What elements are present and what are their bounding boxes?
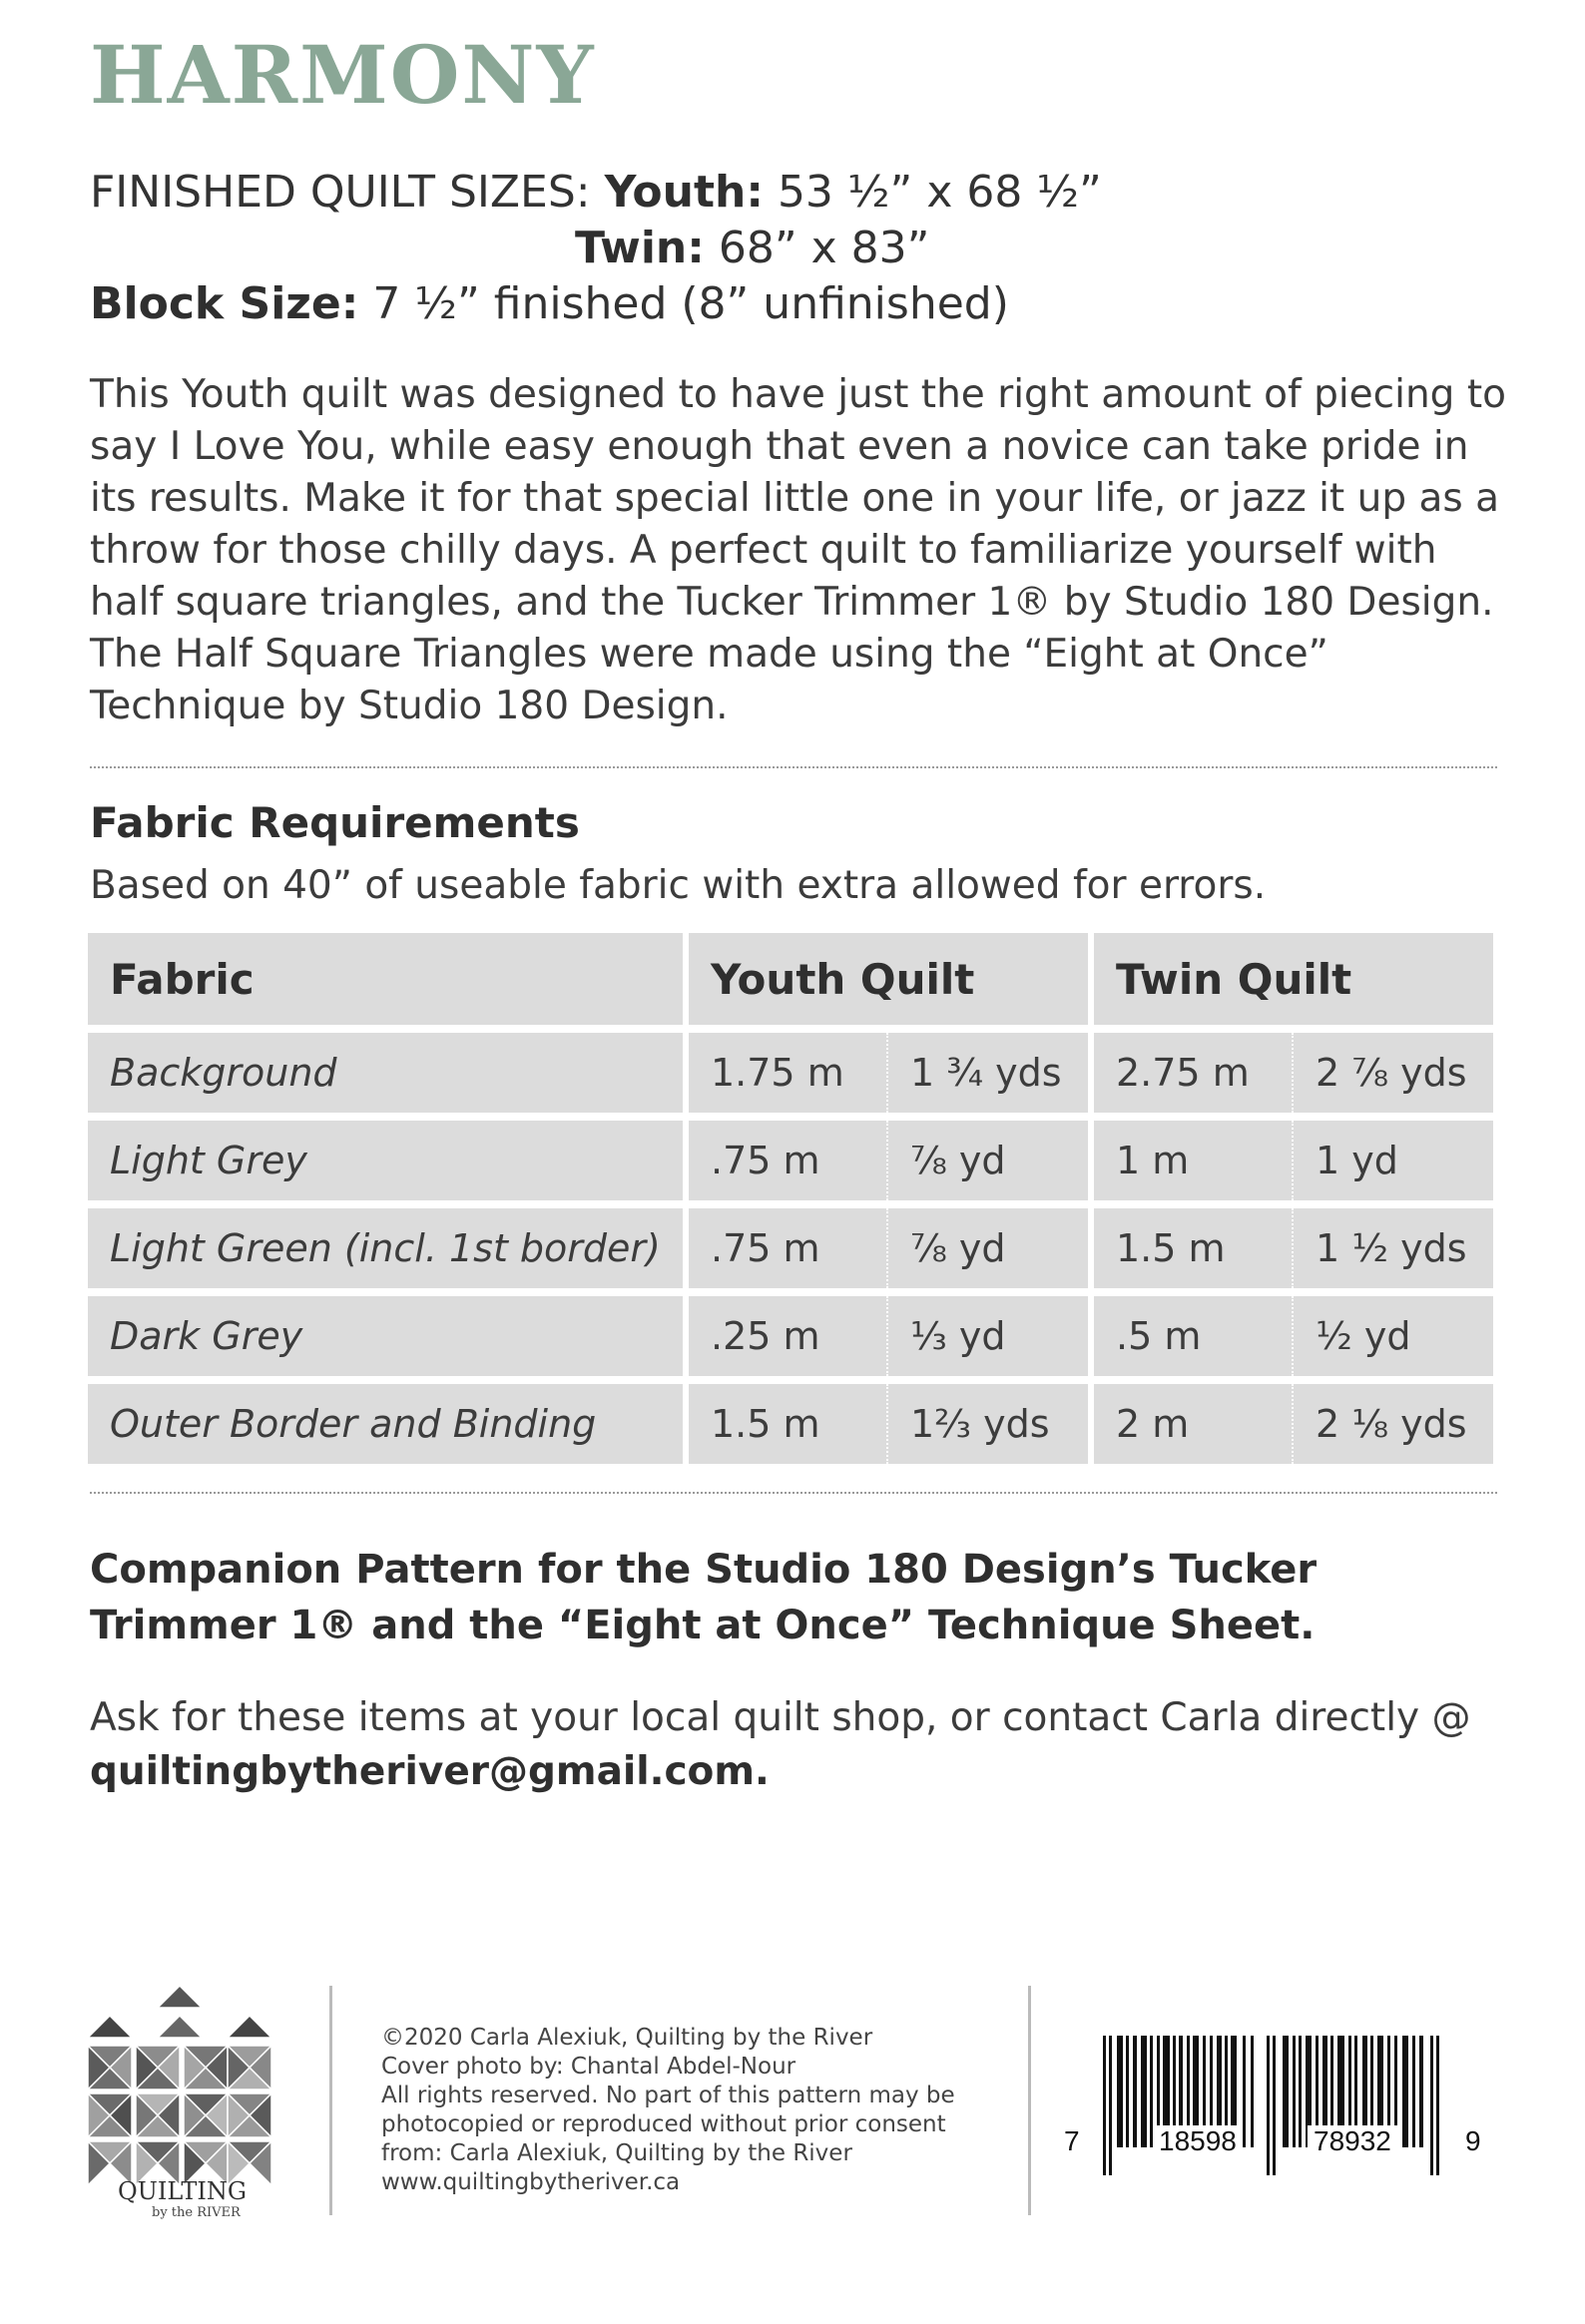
footer-divider xyxy=(1028,1986,1031,2215)
sizes-label: FINISHED QUILT SIZES: xyxy=(90,167,591,218)
youth-metres: .75 m xyxy=(689,1208,888,1288)
table-row xyxy=(88,1296,1499,1376)
barcode-icon xyxy=(1073,2036,1492,2175)
barcode-group-2: 78932 xyxy=(1308,2125,1397,2157)
twin-size-value: 68” x 83” xyxy=(718,223,930,273)
contact-text: Ask for these items at your local quilt shop, or contact Carla directly @ xyxy=(90,1695,1471,1740)
table-header-row xyxy=(88,933,1499,1025)
fabric-name: Light Grey xyxy=(88,1121,683,1200)
youth-amount xyxy=(689,1384,1088,1464)
youth-metres: 1.75 m xyxy=(689,1033,888,1113)
youth-amount xyxy=(689,1296,1088,1376)
table-row xyxy=(88,1121,1499,1200)
fabric-name: Outer Border and Binding xyxy=(88,1384,683,1464)
website-link[interactable]: www.quiltingbytheriver.ca xyxy=(381,2169,681,2195)
fabric-table xyxy=(88,933,1499,1472)
fabric-requirements-subheading: Based on 40” of useable fabric with extra allowed for errors. xyxy=(90,863,1267,908)
youth-amount xyxy=(689,1121,1088,1200)
logo-subtitle: by the RIVER xyxy=(152,2205,241,2220)
twin-yards: 1 ½ yds xyxy=(1316,1226,1467,1270)
twin-metres: 1.5 m xyxy=(1094,1208,1294,1288)
twin-yards: 2 ⅞ yds xyxy=(1316,1051,1467,1095)
divider xyxy=(90,766,1497,768)
block-size-label: Block Size: xyxy=(90,278,359,329)
fabric-requirements-heading: Fabric Requirements xyxy=(90,798,580,847)
copyright-credits xyxy=(381,2024,955,2197)
twin-amount xyxy=(1094,1208,1493,1288)
column-header-fabric: Fabric xyxy=(88,933,683,1025)
footer-divider xyxy=(329,1986,332,2215)
youth-amount xyxy=(689,1208,1088,1288)
twin-metres: 2 m xyxy=(1094,1384,1294,1464)
credit-line: photocopied or reproduced without prior consent xyxy=(381,2111,946,2137)
companion-note: Companion Pattern for the Studio 180 Design’s Tucker Trimmer 1® and the “Eight at Once” Technique Sheet. xyxy=(90,1547,1318,1648)
contact-email[interactable]: quiltingbytheriver@gmail.com. xyxy=(90,1749,770,1794)
block-size-value: 7 ½” finished (8” unfinished) xyxy=(372,278,1009,329)
youth-metres: .75 m xyxy=(689,1121,888,1200)
twin-yards: 1 yd xyxy=(1316,1139,1398,1182)
pattern-title: HARMONY xyxy=(90,28,596,122)
twin-metres: 1 m xyxy=(1094,1121,1294,1200)
twin-amount xyxy=(1094,1296,1493,1376)
twin-amount xyxy=(1094,1033,1493,1113)
youth-size-label: Youth: xyxy=(604,167,764,218)
credit-line: ©2020 Carla Alexiuk, Quilting by the River xyxy=(381,2025,873,2051)
contact-note xyxy=(90,1691,1507,1799)
table-row xyxy=(88,1384,1499,1464)
barcode-first-digit: 7 xyxy=(1058,2125,1086,2157)
youth-size-value: 53 ½” x 68 ½” xyxy=(777,167,1102,218)
twin-yards: 2 ⅛ yds xyxy=(1316,1402,1467,1446)
twin-yards: ½ yd xyxy=(1316,1314,1411,1358)
credit-line: from: Carla Alexiuk, Quilting by the River xyxy=(381,2140,852,2166)
divider xyxy=(90,1492,1497,1494)
intro-paragraph: This Youth quilt was designed to have just the right amount of piecing to say I Love You, while easy enough that even a novice can take pride in its results. Make it for that special little one in your life, or jazz it up as a throw for those chilly days. A perfect quilt to familiarize yourself with half square triangles, and the Tucker Trimmer 1® by Studio 180 Design. The Half Square Triangles were made using the “Eight at Once” Technique by Studio 180 Design. xyxy=(90,372,1506,728)
barcode-check-digit: 9 xyxy=(1459,2125,1487,2157)
column-header-youth: Youth Quilt xyxy=(689,933,1088,1025)
twin-metres: .5 m xyxy=(1094,1296,1294,1376)
twin-amount xyxy=(1094,1121,1493,1200)
credit-line: Cover photo by: Chantal Abdel-Nour xyxy=(381,2054,796,2080)
fabric-name: Light Green (incl. 1st border) xyxy=(88,1208,683,1288)
twin-metres: 2.75 m xyxy=(1094,1033,1294,1113)
youth-metres: .25 m xyxy=(689,1296,888,1376)
youth-metres: 1.5 m xyxy=(689,1384,888,1464)
youth-yards: 1 ¾ yds xyxy=(910,1051,1062,1095)
youth-yards: 1⅔ yds xyxy=(910,1402,1050,1446)
youth-yards: ⅞ yd xyxy=(910,1139,1006,1182)
barcode-group-1: 18598 xyxy=(1153,2125,1243,2157)
finished-sizes xyxy=(90,165,1102,332)
twin-size-label: Twin: xyxy=(575,223,705,273)
youth-yards: ⅞ yd xyxy=(910,1226,1006,1270)
fabric-name: Dark Grey xyxy=(88,1296,683,1376)
youth-yards: ⅓ yd xyxy=(910,1314,1006,1358)
youth-amount xyxy=(689,1033,1088,1113)
twin-amount xyxy=(1094,1384,1493,1464)
credit-line: All rights reserved. No part of this pattern may be xyxy=(381,2083,955,2108)
logo-name: QUILTING xyxy=(118,2177,248,2205)
fabric-name: Background xyxy=(88,1033,683,1113)
column-header-twin: Twin Quilt xyxy=(1094,933,1493,1025)
table-row xyxy=(88,1033,1499,1113)
table-row xyxy=(88,1208,1499,1288)
